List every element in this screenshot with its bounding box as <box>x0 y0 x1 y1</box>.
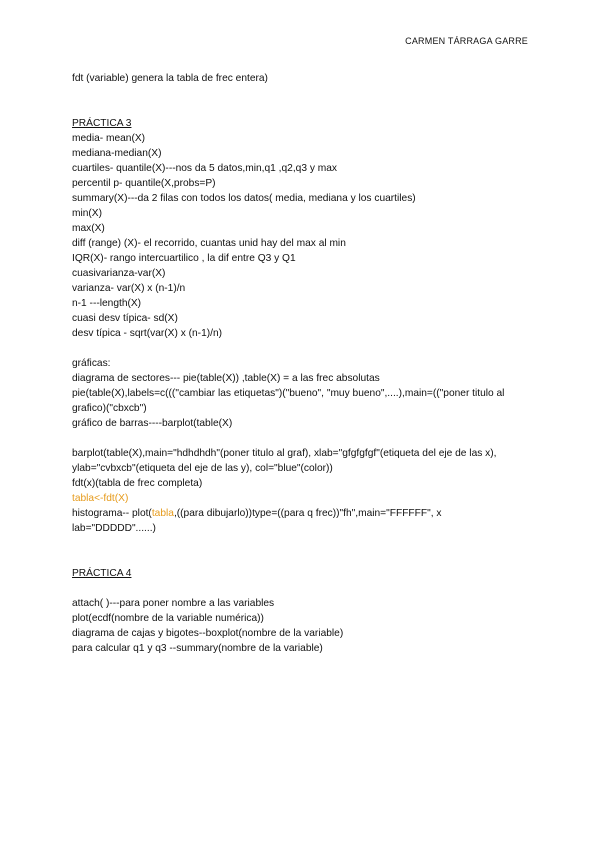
barplot-line: fdt(x)(tabla de frec completa) <box>72 478 203 489</box>
spacer <box>72 86 527 116</box>
spacer <box>72 341 527 356</box>
practica3-line: n-1 ---length(X) <box>72 298 142 309</box>
graficas-line: pie(table(X),labels=c((("cambiar las etiquetas")("bueno", "muy bueno",....),main=(("poner titulo al grafico)("cbxcb") <box>72 388 505 414</box>
practica4-line: para calcular q1 y q3 --summary(nombre de la variable) <box>72 643 323 654</box>
histogram-highlight: tabla <box>151 508 174 519</box>
histogram-suffix: ,((para dibujarlo))type=((para q frec))"fh",main="FFFFFF", x lab="DDDDD"......) <box>72 508 442 534</box>
barplot-line: ylab="cvbxcb"(etiqueta del eje de las y), col="blue"(color)) <box>72 463 333 474</box>
graficas-line: diagrama de sectores--- pie(table(X)) ,table(X) = a las frec absolutas <box>72 373 380 384</box>
graficas-line: gráfico de barras----barplot(table(X) <box>72 418 233 429</box>
practica4-heading: PRÁCTICA 4 <box>72 568 132 579</box>
practica3-heading: PRÁCTICA 3 <box>72 118 132 129</box>
histogram-prefix: histograma-- plot( <box>72 508 152 519</box>
practica3-line: max(X) <box>72 223 105 234</box>
practica4-line: plot(ecdf(nombre de la variable numérica)) <box>72 613 264 624</box>
practica3-line: min(X) <box>72 208 102 219</box>
practica3-line: cuartiles- quantile(X)---nos da 5 datos,min,q1 ,q2,q3 y max <box>72 163 337 174</box>
practica3-line: mediana-median(X) <box>72 148 162 159</box>
intro-fdt-line: fdt (variable) genera la tabla de frec entera) <box>72 73 268 84</box>
tabla-assignment-line: tabla<-fdt(X) <box>72 493 129 504</box>
histogram-line <box>72 506 527 536</box>
spacer <box>72 536 527 566</box>
practica3-line: IQR(X)- rango intercuartilico , la dif entre Q3 y Q1 <box>72 253 296 264</box>
practica3-line: percentil p- quantile(X,probs=P) <box>72 178 216 189</box>
barplot-line: barplot(table(X),main="hdhdhdh"(poner titulo al graf), xlab="gfgfgfgf"(etiqueta del eje de las x), <box>72 448 497 459</box>
practica3-line: media- mean(X) <box>72 133 146 144</box>
practica3-line: diff (range) (X)- el recorrido, cuantas unid hay del max al min <box>72 238 346 249</box>
practica3-line: cuasi desv típica- sd(X) <box>72 313 178 324</box>
practica4-line: attach( )---para poner nombre a las variables <box>72 598 275 609</box>
practica3-line: summary(X)---da 2 filas con todos los datos( media, mediana y los cuartiles) <box>72 193 416 204</box>
document-body <box>72 71 527 656</box>
spacer <box>72 431 527 446</box>
practica3-line: varianza- var(X) x (n-1)/n <box>72 283 186 294</box>
practica4-line: diagrama de cajas y bigotes--boxplot(nombre de la variable) <box>72 628 344 639</box>
practica3-line: cuasivarianza-var(X) <box>72 268 166 279</box>
graficas-heading: gráficas: <box>72 358 111 369</box>
practica3-line: desv típica - sqrt(var(X) x (n-1)/n) <box>72 328 223 339</box>
spacer <box>72 581 527 596</box>
author-header: CARMEN TÁRRAGA GARRE <box>405 36 528 46</box>
